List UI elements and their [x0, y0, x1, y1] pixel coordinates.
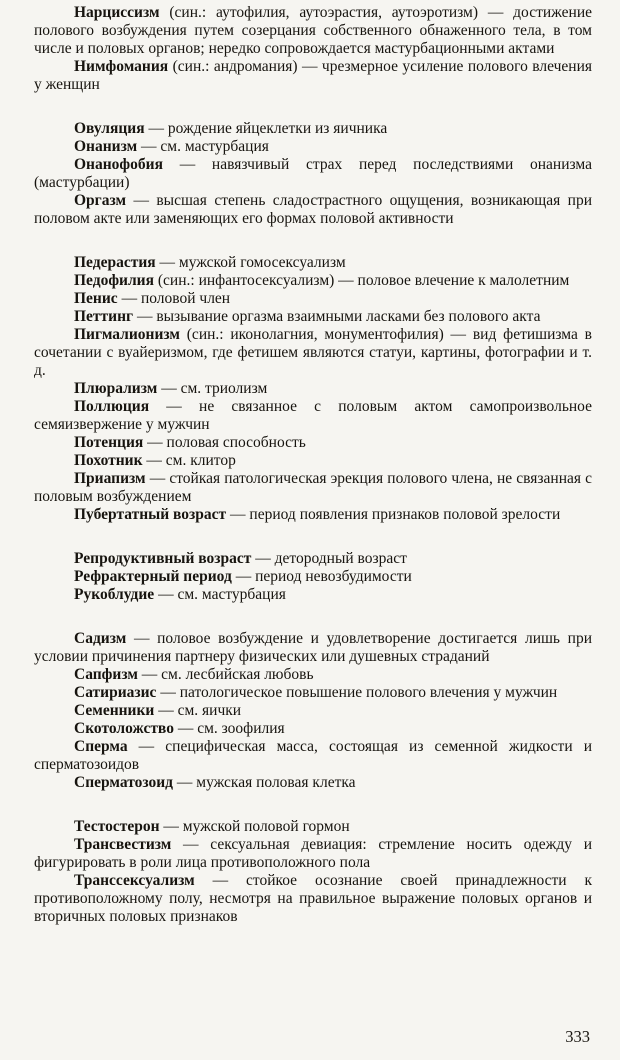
glossary-entry: [34, 272, 592, 290]
definition: — см. яички: [154, 702, 242, 719]
definition: — см. лесбийская любовь: [137, 666, 314, 683]
term: Скотоложство: [74, 720, 174, 737]
definition: — период невозбудимости: [231, 568, 412, 585]
term: Пенис: [74, 290, 118, 307]
glossary-entry: [34, 380, 592, 398]
term: Онанизм: [74, 138, 138, 155]
term: Нарциссизм: [74, 4, 160, 21]
definition: — см. клитор: [142, 452, 236, 469]
term: Рефрактерный период: [74, 568, 232, 585]
term: Плюрализм: [74, 380, 158, 397]
definition: — детородный возраст: [251, 550, 407, 567]
glossary-entry: [34, 254, 592, 272]
glossary-entry: [34, 58, 592, 94]
definition: — период появления признаков половой зрелости: [226, 506, 561, 523]
definition: — мужская половая клетка: [173, 774, 356, 791]
glossary-entry: [34, 818, 592, 836]
definition: — половое возбуждение и удовлетворение достигается лишь при условии причинения партнеру физических или душевных страданий: [34, 630, 592, 665]
definition: — см. зоофилия: [173, 720, 285, 737]
definition: (син.: инфантосексуализм) — половое влечение к малолетним: [154, 272, 570, 289]
term: Садизм: [74, 630, 127, 647]
glossary-group: [34, 550, 592, 604]
glossary-group: [34, 4, 592, 94]
term: Приапизм: [74, 470, 146, 487]
term: Поллюция: [74, 398, 150, 415]
definition: (син.: аутофилия, аутоэрастия, аутоэротизм) — достижение полового возбуждения путем созерцания собственного обнаженного тела, в том числе и половых органов; нередко сопровождается мастурбационными актами: [34, 4, 592, 57]
term: Петтинг: [74, 308, 134, 325]
glossary-entry: [34, 666, 592, 684]
glossary-group: [34, 254, 592, 524]
term: Педофилия: [74, 272, 154, 289]
definition: — стойкая патологическая эрекция полового члена, не связанная с половым возбуждением: [34, 470, 592, 505]
term: Семенники: [74, 702, 155, 719]
glossary-entry: [34, 720, 592, 738]
definition: — мужской половой гормон: [159, 818, 350, 835]
glossary-entry: [34, 434, 592, 452]
glossary-group: [34, 630, 592, 792]
term: Нимфомания: [74, 58, 169, 75]
term: Сперматозоид: [74, 774, 174, 791]
definition: — сексуальная девиация: стремление носить одежду и фигурировать в роли лица противоположного пола: [34, 836, 592, 871]
glossary-entry: [34, 308, 592, 326]
definition: — патологическое повышение полового влечения у мужчин: [156, 684, 558, 701]
glossary-group: [34, 120, 592, 228]
definition: — мужской гомосексуализм: [155, 254, 346, 271]
glossary-entry: [34, 702, 592, 720]
definition: — рождение яйцеклетки из яичника: [144, 120, 388, 137]
definition: (син.: иконолагния, монументофилия) — вид фетишизма в сочетании с вуайеризмом, где фетишем являются статуи, картины, фотографии и т. д.: [34, 326, 592, 379]
page-number: 333: [565, 1027, 590, 1046]
definition: — половая способность: [143, 434, 306, 451]
glossary-entry: [34, 192, 592, 228]
glossary-entry: [34, 872, 592, 926]
glossary-entry: [34, 120, 592, 138]
glossary-entry: [34, 738, 592, 774]
term: Сперма: [74, 738, 128, 755]
term: Сатириазис: [74, 684, 157, 701]
term: Тестостерон: [74, 818, 160, 835]
glossary-entry: [34, 326, 592, 380]
term: Пигмалионизм: [74, 326, 180, 343]
glossary: [34, 4, 592, 926]
glossary-entry: [34, 684, 592, 702]
term: Педерастия: [74, 254, 156, 271]
term: Транссексуализм: [74, 872, 195, 889]
definition: — специфическая масса, состоящая из семенной жидкости и сперматозоидов: [34, 738, 592, 773]
term: Репродуктивный возраст: [74, 550, 252, 567]
glossary-entry: [34, 398, 592, 434]
glossary-entry: [34, 550, 592, 568]
definition: — высшая степень сладострастного ощущения, возникающая при половом акте или заменяющих его формах половой активности: [34, 192, 592, 227]
definition: — стойкое осознание своей принадлежности к противоположному полу, несмотря на правильное выражение половых органов и вторичных половых признаков: [34, 872, 592, 925]
definition: — навязчивый страх перед последствиями онанизма (мастурбации): [34, 156, 592, 191]
glossary-entry: [34, 568, 592, 586]
term: Похотник: [74, 452, 143, 469]
term: Потенция: [74, 434, 144, 451]
term: Трансвестизм: [74, 836, 172, 853]
definition: — см. триолизм: [157, 380, 268, 397]
glossary-entry: [34, 506, 592, 524]
term: Овуляция: [74, 120, 145, 137]
term: Онанофобия: [74, 156, 163, 173]
term: Оргазм: [74, 192, 127, 209]
glossary-entry: [34, 586, 592, 604]
definition: — вызывание оргазма взаимными ласками без полового акта: [133, 308, 541, 325]
term: Сапфизм: [74, 666, 138, 683]
glossary-entry: [34, 138, 592, 156]
definition: — см. мастурбация: [137, 138, 269, 155]
glossary-entry: [34, 290, 592, 308]
glossary-group: [34, 818, 592, 926]
definition: (син.: андромания) — чрезмерное усиление полового влечения у женщин: [34, 58, 592, 93]
term: Пубертатный возраст: [74, 506, 227, 523]
glossary-entry: [34, 4, 592, 58]
glossary-entry: [34, 630, 592, 666]
definition: — см. мастурбация: [154, 586, 286, 603]
glossary-entry: [34, 452, 592, 470]
definition: — половой член: [117, 290, 231, 307]
definition: — не связанное с половым актом самопроизвольное семяизвержение у мужчин: [34, 398, 592, 433]
glossary-entry: [34, 836, 592, 872]
glossary-entry: [34, 156, 592, 192]
term: Рукоблудие: [74, 586, 155, 603]
glossary-entry: [34, 774, 592, 792]
glossary-entry: [34, 470, 592, 506]
